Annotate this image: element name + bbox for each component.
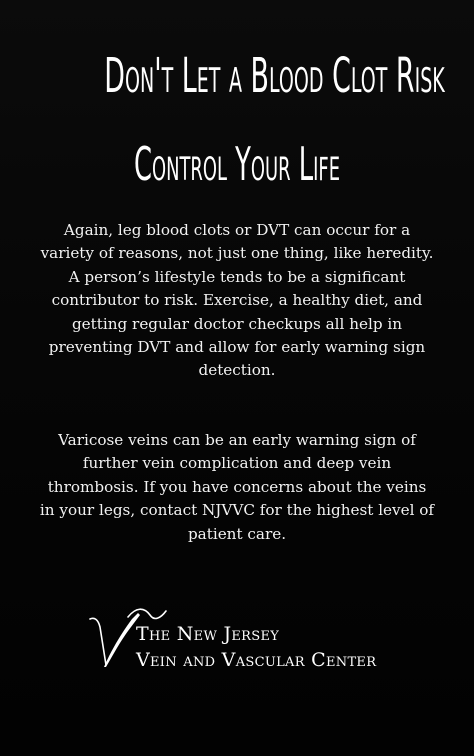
logo-text-line-1: The New Jersey [136,623,280,645]
headline-line-1: Don't Let a Blood Clot Risk [104,48,445,104]
logo-text-line-2: Vein and Vascular Center [136,649,377,671]
organization-logo [84,605,404,675]
body-paragraph-1: Again, leg blood clots or DVT can occur for a variety of reasons, not just one thing, like heredity. A person’s lifestyle tends to be a significant contributor to risk. Exercise, a healthy diet, and getting regular doctor checkups all help in preventing DVT and allow for early warning sign detection. [40,221,434,380]
headline-line-2: Control Your Life [133,137,341,191]
body-paragraph-2: Varicose veins can be an early warning sign of further vein complication and deep vein thrombosis. If you have concerns about the veins in your legs, contact NJVVC for the highest level of patient care. [39,431,435,543]
